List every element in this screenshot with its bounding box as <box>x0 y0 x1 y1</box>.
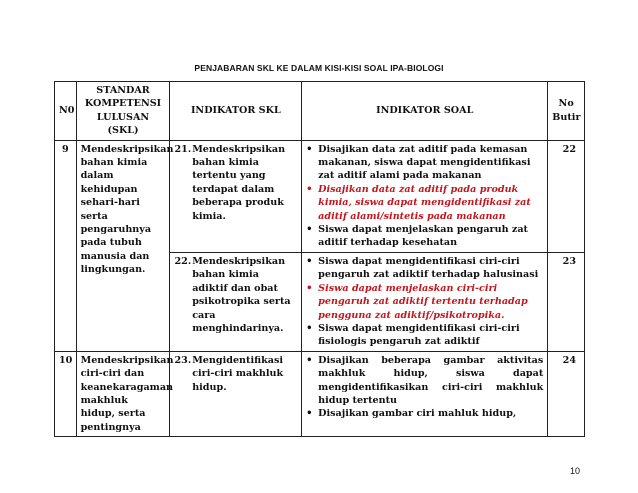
bullet-icon: • <box>306 183 313 195</box>
header-indikator-skl: INDIKATOR SKL <box>170 82 302 141</box>
indikator-soal-cell <box>302 351 548 436</box>
indikator-number: 23. <box>174 354 192 366</box>
soal-text: Siswa dapat menjelaskan ciri-ciri pengaruh zat adiktif tertentu terhadap pengguna zat adiktif/psikotropika. <box>318 282 528 321</box>
table-body <box>55 140 585 437</box>
soal-item <box>306 223 543 250</box>
soal-text: Siswa dapat mengidentifikasi ciri-ciri pengaruh zat adiktif terhadap halusinasi <box>318 255 539 281</box>
indikator-soal-cell <box>302 140 548 252</box>
butir-number: 23 <box>548 252 585 351</box>
soal-text: Siswa dapat menjelaskan pengaruh zat aditif terhadap kesehatan <box>318 224 528 249</box>
indikator-soal-list <box>306 255 543 349</box>
row-number: 9 <box>55 140 77 351</box>
butir-number: 22 <box>548 140 585 252</box>
indikator-skl-cell <box>170 351 302 436</box>
soal-item <box>306 143 543 183</box>
indikator-skl-cell <box>170 252 302 351</box>
indikator-text: Mendeskripsikan bahan kimia tertentu yang terdapat dalam beberapa produk kimia. <box>192 143 286 222</box>
indikator-skl-cell <box>170 140 302 252</box>
table-row <box>55 351 585 436</box>
indikator-skl-item <box>174 143 297 223</box>
indikator-soal-cell <box>302 252 548 351</box>
bullet-icon: • <box>306 224 313 236</box>
indikator-soal-list <box>306 354 543 421</box>
document-title: PENJABARAN SKL KE DALAM KISI-KISI SOAL IPA-BIOLOGI <box>194 63 444 73</box>
bullet-icon: • <box>306 255 313 267</box>
soal-text: Disajikan beberapa gambar aktivitas makhluk hidup, siswa dapat mengidentifikasikan ciri-ciri makhluk hidup tertentu <box>318 354 544 406</box>
table-header-row <box>55 82 585 141</box>
indikator-text: Mengidentifikasi ciri-ciri makhluk hidup. <box>192 354 284 393</box>
soal-item <box>306 407 543 420</box>
indikator-number: 22. <box>174 255 192 267</box>
soal-text: Siswa dapat mengidentifikasi ciri-ciri fisiologis pengaruh zat adiktif <box>318 322 520 348</box>
soal-item <box>306 183 543 223</box>
indikator-soal-list <box>306 143 543 250</box>
row-number: 10 <box>55 351 77 436</box>
table-row <box>55 140 585 252</box>
bullet-icon: • <box>306 408 313 420</box>
indikator-skl-item <box>174 255 297 335</box>
soal-item <box>306 282 543 322</box>
kompetensi-cell: Mendeskripsikan bahan kimia dalam kehidupan sehari-hari serta pengaruhnya pada tubuh manusia dan lingkungan. <box>76 140 170 351</box>
soal-text: Disajikan data zat aditif pada kemasan makanan, siswa dapat mengidentifikasi zat aditif alami pada makanan <box>318 143 531 182</box>
soal-text: Disajikan data zat aditif pada produk kimia, siswa dapat mengidentifikasi zat aditif alami/sintetis pada makanan <box>318 183 531 222</box>
bullet-icon: • <box>306 282 313 294</box>
header-indikator-soal: INDIKATOR SOAL <box>302 82 548 141</box>
soal-text: Disajikan gambar ciri mahluk hidup, <box>318 408 517 420</box>
soal-item <box>306 322 543 349</box>
kompetensi-cell: Mendeskripsikan ciri-ciri dan keanekaragaman makhluk hidup, serta pentingnya <box>76 351 170 436</box>
indikator-skl-item <box>174 354 297 394</box>
page-number: 10 <box>569 466 580 476</box>
butir-number: 24 <box>548 351 585 436</box>
soal-item <box>306 255 543 282</box>
header-no-butir: No Butir <box>548 82 585 141</box>
kisi-kisi-table <box>54 81 585 437</box>
indikator-number: 21. <box>174 143 192 155</box>
soal-item <box>306 354 543 408</box>
bullet-icon: • <box>306 143 313 155</box>
bullet-icon: • <box>306 322 313 334</box>
indikator-text: Mendeskripsikan bahan kimia adiktif dan obat psikotropika serta cara menghindarinya. <box>192 255 291 334</box>
header-no: N0 <box>55 82 77 141</box>
header-kompetensi: STANDAR KOMPETENSI LULUSAN (SKL) <box>76 82 170 141</box>
bullet-icon: • <box>306 354 313 366</box>
